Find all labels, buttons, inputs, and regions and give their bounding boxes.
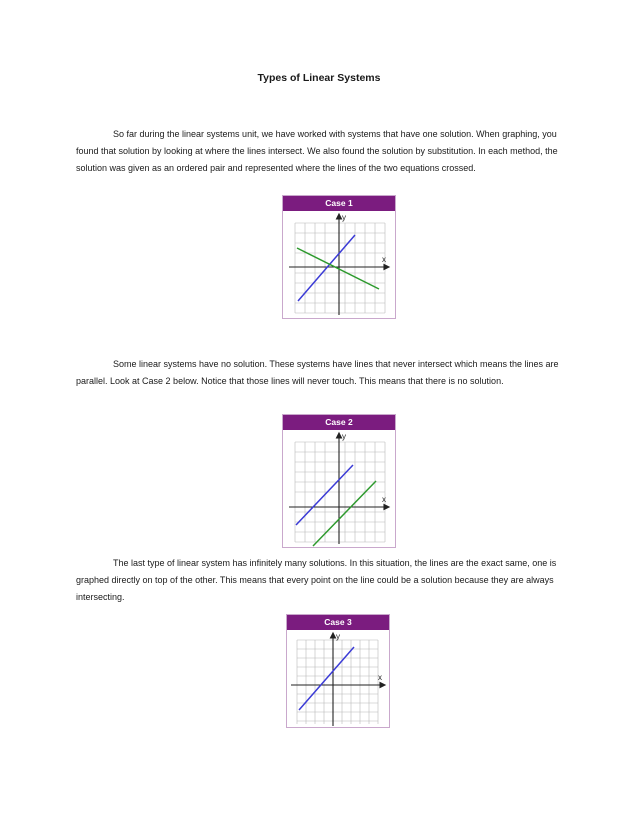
x-axis-label: x [382,495,386,504]
figure-case-3 [286,614,390,728]
graph-case-1 [283,211,395,319]
paragraph-one-solution [76,126,566,178]
paragraph-infinite-solutions [76,555,566,607]
figure-case-2 [282,414,396,548]
y-axis-label: y [336,632,340,641]
figure-caption: Case 2 [283,415,395,430]
blue-line [296,465,353,525]
blue-line [299,647,354,710]
paragraph-text: So far during the linear systems unit, we have worked with systems that have one solution. When graphing, you found that solution by looking at where the lines intersect. We also found the solution by substitution. In each method, the solution was given as an ordered pair and represented where the lines of the two equations crossed. [76,129,558,174]
y-axis-label: y [342,213,346,222]
graph-case-3 [287,630,389,728]
paragraph-no-solution [76,356,566,390]
figure-case-1 [282,195,396,319]
graph-case-2 [283,430,395,548]
figure-caption: Case 3 [287,615,389,630]
paragraph-text: Some linear systems have no solution. These systems have lines that never intersect which means the lines are parallel. Look at Case 2 below. Notice that those lines will never touch. This means that there is no solution. [76,359,559,387]
page-title: Types of Linear Systems [257,72,381,84]
x-axis-label: x [382,255,386,264]
paragraph-text: The last type of linear system has infinitely many solutions. In this situation, the lines are the exact same, one is graphed directly on top of the other. This means that every point on the line could be a solution because they are always intersecting. [76,558,557,603]
figure-caption: Case 1 [283,196,395,211]
blue-line [298,235,355,301]
green-line [313,481,376,546]
y-axis-label: y [342,432,346,441]
x-axis-label: x [378,673,382,682]
